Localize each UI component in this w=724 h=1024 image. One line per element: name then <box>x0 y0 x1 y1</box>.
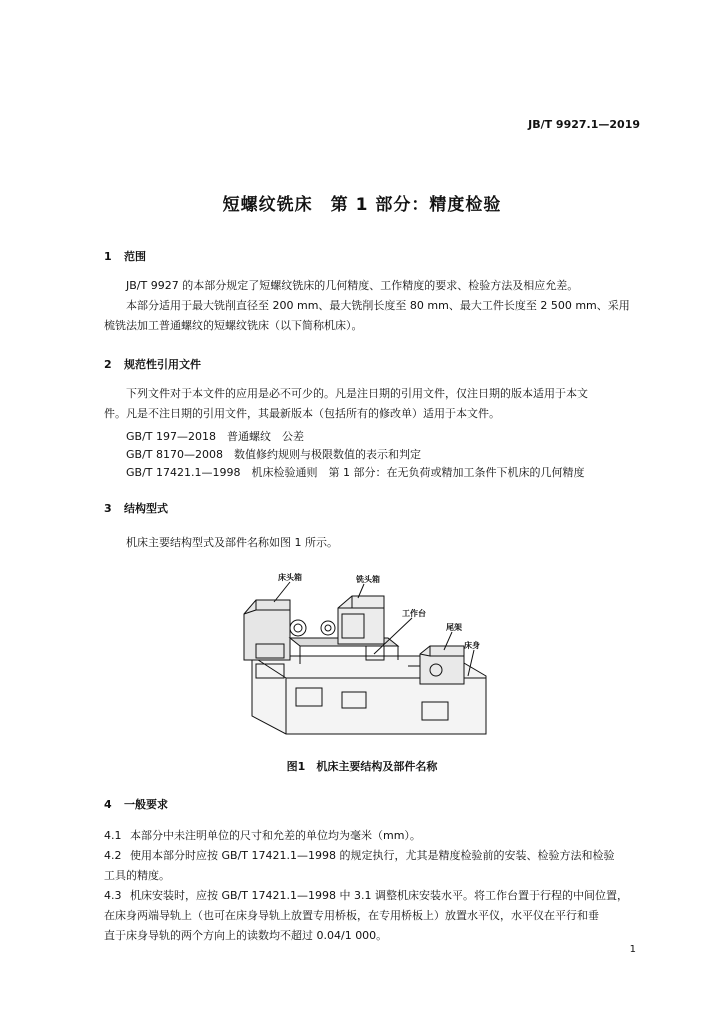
clause-number: 4.2 <box>104 849 122 862</box>
requirement-4-2 <box>104 846 614 886</box>
label-headstock: 床头箱 <box>278 573 302 582</box>
requirement-4-1 <box>104 826 421 846</box>
paragraph-line: JB/T 9927 的本部分规定了短螺纹铣床的几何精度、工作精度的要求、检验方法及相应允差。 <box>126 279 579 292</box>
section-4-heading <box>104 796 168 812</box>
machine-structure-figure <box>238 568 494 748</box>
clause-text: 在床身两端导轨上（也可在床身导轨上放置专用桥板，在专用桥板上）放置水平仪，水平仪在平行和垂 <box>104 909 599 922</box>
label-bed: 床身 <box>464 641 480 650</box>
section-number: 2 <box>104 358 112 371</box>
reference-item: GB/T 17421.1—1998 机床检验通则 第 1 部分：在无负荷或精加工条件下机床的几何精度 <box>126 466 585 479</box>
section-1-body <box>104 276 642 336</box>
paragraph-line: 下列文件对于本文件的应用是必不可少的。凡是注日期的引用文件，仅注日期的版本适用于本文 <box>126 387 588 400</box>
section-title: 结构型式 <box>124 502 168 515</box>
section-1-heading <box>104 248 146 264</box>
reference-item: GB/T 197—2018 普通螺纹 公差 <box>126 430 304 443</box>
section-title: 一般要求 <box>124 798 168 811</box>
section-number: 4 <box>104 798 112 811</box>
figure-caption: 图1 机床主要结构及部件名称 <box>286 760 438 773</box>
section-3-heading <box>104 500 168 516</box>
clause-number: 4.1 <box>104 829 122 842</box>
standard-number: JB/T 9927.1—2019 <box>528 118 640 131</box>
clause-number: 4.3 <box>104 889 122 902</box>
clause-text: 工具的精度。 <box>104 869 170 882</box>
section-title: 范围 <box>124 250 146 263</box>
section-number: 3 <box>104 502 112 515</box>
section-2-heading <box>104 356 201 372</box>
label-milling-head: 铣头箱 <box>356 575 380 584</box>
paragraph-line: 件。凡是不注日期的引用文件，其最新版本（包括所有的修改单）适用于本文件。 <box>104 407 500 420</box>
clause-text: 本部分中未注明单位的尺寸和允差的单位均为毫米（mm）。 <box>130 829 421 842</box>
clause-text: 机床安装时，应按 GB/T 17421.1—1998 中 3.1 调整机床安装水平。将工作台置于行程的中间位置， <box>130 889 628 902</box>
paragraph-line: 本部分适用于最大铣削直径至 200 mm、最大铣削长度至 80 mm、最大工件长度至 2 500 mm、采用 <box>126 299 630 312</box>
clause-text: 使用本部分时应按 GB/T 17421.1—1998 的规定执行，尤其是精度检验前的安装、检验方法和检验 <box>130 849 615 862</box>
reference-item: GB/T 8170—2008 数值修约规则与极限数值的表示和判定 <box>126 448 421 461</box>
section-title: 规范性引用文件 <box>124 358 201 371</box>
document-title: 短螺纹铣床 第 1 部分：精度检验 <box>222 195 502 215</box>
section-number: 1 <box>104 250 112 263</box>
section-3-text: 机床主要结构型式及部件名称如图 1 所示。 <box>126 536 338 549</box>
clause-text: 直于床身导轨的两个方向上的读数均不超过 0.04/1 000。 <box>104 929 388 942</box>
paragraph-line: 梳铣法加工普通螺纹的短螺纹铣床（以下简称机床）。 <box>104 319 363 332</box>
requirement-4-3 <box>104 886 628 946</box>
label-tailstock: 尾架 <box>446 623 462 632</box>
label-table: 工作台 <box>402 609 426 618</box>
section-2-body <box>104 384 642 424</box>
page-number: 1 <box>629 944 636 955</box>
